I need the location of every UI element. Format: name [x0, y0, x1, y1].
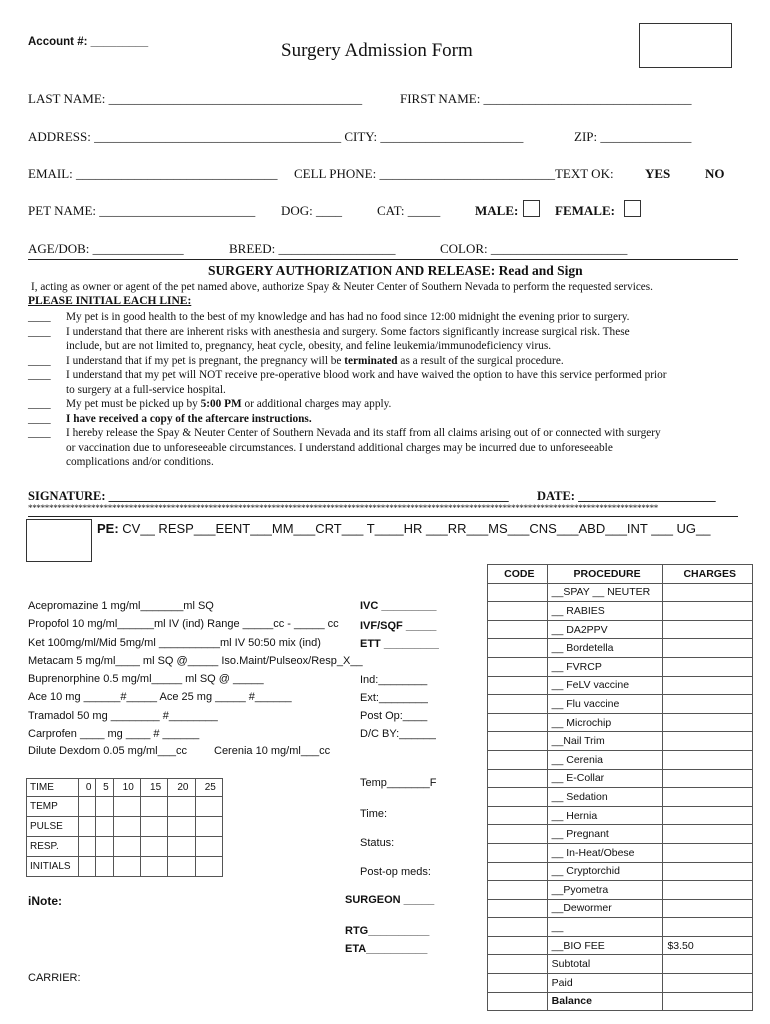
charges-row [488, 788, 753, 807]
authorization-line [66, 397, 748, 412]
code-cell[interactable] [488, 769, 548, 788]
vitals-cell[interactable] [168, 857, 195, 877]
vitals-cell[interactable] [113, 817, 140, 837]
text-ok-yes[interactable]: YES [645, 166, 671, 181]
procedure-cell[interactable]: __BIO FEE [547, 936, 663, 955]
vitals-row-label: TEMP [27, 797, 79, 817]
charge-cell[interactable] [663, 769, 753, 788]
charges-row [488, 602, 753, 621]
cell-phone-field[interactable]: CELL PHONE: ___________________________TEXT OK: [294, 166, 614, 181]
surgeon-field[interactable]: SURGEON _____ [345, 894, 435, 906]
charge-cell[interactable] [663, 825, 753, 844]
dc-by-field[interactable]: D/C BY:______ [360, 728, 436, 740]
vitals-row [27, 817, 223, 837]
authorization-item-text [66, 412, 748, 427]
vitals-cell[interactable] [140, 837, 167, 857]
charge-cell[interactable] [663, 806, 753, 825]
line-text: My pet must be picked up by [66, 398, 201, 410]
authorization-item [28, 368, 748, 397]
vitals-header-cell: 20 [168, 779, 195, 797]
authorization-item-text [66, 354, 748, 369]
cerenia-line[interactable]: Cerenia 10 mg/ml___cc [214, 745, 331, 757]
pe-fields: CV__ RESP___EENT___MM___CRT___ T____HR ___RR___MS___CNS___ABD___INT ___ UG__ [122, 521, 711, 536]
charges-row [488, 713, 753, 732]
procedure-cell[interactable]: __Nail Trim [547, 732, 663, 751]
authorization-line: I understand that my pet will NOT receive pre-operative blood work and have waived the option to have this service performed prior [66, 369, 667, 381]
status-field[interactable]: Status: [360, 837, 395, 849]
charges-row [488, 843, 753, 862]
vitals-cell[interactable] [79, 817, 96, 837]
vitals-row-label: RESP. [27, 837, 79, 857]
code-cell[interactable] [488, 936, 548, 955]
drug-line[interactable]: Ket 100mg/ml/Mid 5mg/ml __________ml IV 50:50 mix (ind) [28, 637, 321, 649]
charges-row [488, 936, 753, 955]
charge-cell[interactable] [663, 676, 753, 695]
code-cell[interactable] [488, 713, 548, 732]
vitals-cell[interactable] [195, 837, 222, 857]
breed-field[interactable]: BREED: __________________ [229, 241, 396, 256]
authorization-item-text [66, 426, 748, 470]
code-cell[interactable] [488, 899, 548, 918]
authorization-item [28, 310, 748, 325]
procedure-cell[interactable]: __ DA2PPV [547, 620, 663, 639]
charges-header-cell: CHARGES [663, 565, 753, 584]
authorization-item-text [66, 325, 748, 354]
authorization-item-text [66, 397, 748, 412]
authorization-line [66, 354, 748, 369]
vitals-header-cell: 15 [140, 779, 167, 797]
authorization-line: complications and/or conditions. [66, 456, 214, 468]
separator-line [28, 516, 738, 517]
initial-blank[interactable]: ____ [28, 398, 51, 410]
procedure-cell[interactable]: __ Microchip [547, 713, 663, 732]
zip-field[interactable]: ZIP: ______________ [574, 129, 692, 144]
charges-table [487, 564, 753, 1011]
cat-field[interactable]: CAT: _____ [377, 203, 441, 218]
vitals-row [27, 837, 223, 857]
vitals-cell[interactable] [79, 797, 96, 817]
charges-header-cell: CODE [488, 565, 548, 584]
vitals-row-label: INITIALS [27, 857, 79, 877]
procedure-cell[interactable]: __ FeLV vaccine [547, 676, 663, 695]
procedure-cell[interactable]: __ In-Heat/Obese [547, 843, 663, 862]
temp-field[interactable]: Temp_______F [360, 777, 437, 789]
procedure-cell[interactable]: __ Hernia [547, 806, 663, 825]
drug-line[interactable]: Carprofen ____ mg ____ # ______ [28, 728, 200, 740]
vitals-cell[interactable] [195, 817, 222, 837]
form-title: Surgery Admission Form [281, 40, 473, 61]
code-cell[interactable] [488, 881, 548, 900]
procedure-cell[interactable]: __ E-Collar [547, 769, 663, 788]
authorization-intro: I, acting as owner or agent of the pet named above, authorize Spay & Neuter Center of Southern Nevada to perform the requested services. [31, 281, 653, 293]
code-cell[interactable] [488, 732, 548, 751]
line-emphasis: 5:00 PM [200, 398, 242, 410]
male-checkbox[interactable] [523, 200, 540, 217]
ett-field[interactable]: ETT _________ [360, 638, 439, 650]
vitals-header-cell: 5 [96, 779, 113, 797]
charge-cell[interactable] [663, 788, 753, 807]
male-label: MALE: [475, 203, 519, 218]
procedure-cell[interactable]: __ Cerenia [547, 750, 663, 769]
code-cell[interactable] [488, 657, 548, 676]
charges-row [488, 657, 753, 676]
initial-blank[interactable]: ____ [28, 354, 51, 367]
charges-header-cell: PROCEDURE [547, 565, 663, 584]
procedure-cell[interactable]: Balance [547, 992, 663, 1011]
charges-row [488, 695, 753, 714]
vitals-row [27, 797, 223, 817]
ind-field[interactable]: Ind:________ [360, 674, 428, 686]
exam-box [26, 519, 92, 562]
vitals-cell[interactable] [168, 797, 195, 817]
authorization-item [28, 426, 748, 470]
authorization-line: I understand that there are inherent risks with anesthesia and surgery. Some factors significantly increase surgical risk. These [66, 325, 630, 338]
vitals-row [27, 857, 223, 877]
charge-cell[interactable] [663, 639, 753, 658]
code-cell[interactable] [488, 620, 548, 639]
initial-blank[interactable]: ____ [28, 325, 51, 338]
authorization-line: or vaccination due to unforeseeable circumstances. I understand additional charges may be incurred due to unforeseeable [66, 441, 613, 454]
charge-cell[interactable] [663, 657, 753, 676]
procedure-cell[interactable]: __ Pregnant [547, 825, 663, 844]
rtg-field[interactable]: RTG__________ [345, 925, 430, 937]
time-field[interactable]: Time: [360, 808, 388, 820]
female-checkbox[interactable] [624, 200, 641, 217]
first-name-field[interactable]: FIRST NAME: ________________________________ [400, 91, 692, 106]
color-field[interactable]: COLOR: _____________________ [440, 241, 628, 256]
address-city-field[interactable]: ADDRESS: ______________________________________ CITY: ______________________ [28, 129, 524, 144]
initial-blank[interactable]: ____ [28, 369, 51, 381]
ext-field[interactable]: Ext:________ [360, 692, 428, 704]
charge-cell[interactable] [663, 750, 753, 769]
code-cell[interactable] [488, 750, 548, 769]
date-field[interactable]: DATE: ______________________ [537, 489, 716, 503]
authorization-heading: SURGERY AUTHORIZATION AND RELEASE: Read and Sign [208, 263, 583, 278]
code-cell[interactable] [488, 843, 548, 862]
charges-row [488, 881, 753, 900]
authorization-line: include, but are not limited to, pregnancy, heat cycle, obesity, and feline leukemia/immunodeficiency virus. [66, 340, 552, 352]
drug-line[interactable]: Ace 10 mg ______#_____ Ace 25 mg _____ #______ [28, 691, 292, 703]
email-field[interactable]: EMAIL: _______________________________ [28, 166, 278, 181]
vitals-header-cell: 25 [195, 779, 222, 797]
dog-field[interactable]: DOG: ____ [281, 203, 343, 218]
dexdom-line[interactable]: Dilute Dexdom 0.05 mg/ml___cc [28, 745, 187, 757]
vitals-header-cell: 10 [113, 779, 140, 797]
vitals-cell[interactable] [96, 837, 113, 857]
charge-cell[interactable] [663, 899, 753, 918]
procedure-cell[interactable]: __ Sedation [547, 788, 663, 807]
authorization-item [28, 412, 748, 427]
procedure-cell[interactable]: __ Cryptorchid [547, 862, 663, 881]
charges-row [488, 583, 753, 602]
pet-name-field[interactable]: PET NAME: ________________________ [28, 203, 256, 218]
vitals-cell[interactable] [79, 857, 96, 877]
vitals-cell[interactable] [113, 837, 140, 857]
post-op-meds-field[interactable]: Post-op meds: [360, 866, 431, 878]
charge-cell[interactable] [663, 881, 753, 900]
pe-label: PE: [97, 521, 119, 536]
charge-cell[interactable] [663, 955, 753, 974]
charges-row [488, 806, 753, 825]
authorization-line: My pet is in good health to the best of my knowledge and has had no food since 12:00 midnight the evening prior to surgery. [66, 311, 630, 323]
drug-line[interactable]: Tramadol 50 mg ________ #________ [28, 710, 218, 722]
vitals-header-cell: 0 [79, 779, 96, 797]
vitals-cell[interactable] [195, 857, 222, 877]
procedure-cell[interactable]: __SPAY __ NEUTER [547, 583, 663, 602]
code-cell[interactable] [488, 955, 548, 974]
vitals-header-row [27, 779, 223, 797]
code-cell[interactable] [488, 806, 548, 825]
vitals-cell[interactable] [168, 817, 195, 837]
authorization-item-text [66, 310, 748, 325]
line-emphasis: terminated [344, 354, 398, 367]
authorization-item-text [66, 368, 748, 397]
signature-field[interactable]: SIGNATURE: ________________________________________________________________ [28, 489, 509, 503]
charge-cell[interactable] [663, 620, 753, 639]
authorization-line: to surgery at a full-service hospital. [66, 383, 226, 396]
initial-blank[interactable]: ____ [28, 412, 51, 425]
charge-cell[interactable]: $3.50 [663, 936, 753, 955]
charge-cell[interactable] [663, 992, 753, 1011]
charges-row [488, 992, 753, 1011]
charges-row [488, 918, 753, 937]
eta-field[interactable]: ETA__________ [345, 943, 428, 955]
vitals-cell[interactable] [140, 797, 167, 817]
charges-header-row [488, 565, 753, 584]
code-cell[interactable] [488, 602, 548, 621]
authorization-line: I have received a copy of the aftercare instructions. [66, 412, 312, 425]
charge-cell[interactable] [663, 713, 753, 732]
code-cell[interactable] [488, 788, 548, 807]
vitals-cell[interactable] [140, 817, 167, 837]
vitals-cell[interactable] [140, 857, 167, 877]
procedure-cell[interactable]: __ RABIES [547, 602, 663, 621]
line-text: I understand that if my pet is pregnant, the pregnancy will be [66, 354, 345, 367]
section-divider [28, 259, 738, 260]
procedure-cell[interactable]: Subtotal [547, 955, 663, 974]
charges-row [488, 955, 753, 974]
initial-blank[interactable]: ____ [28, 311, 51, 323]
physical-exam-line[interactable] [97, 521, 711, 536]
charges-row [488, 732, 753, 751]
drug-line[interactable]: Buprenorphine 0.5 mg/ml_____ ml SQ @ _____ [28, 673, 264, 685]
code-cell[interactable] [488, 992, 548, 1011]
vitals-cell[interactable] [96, 797, 113, 817]
code-cell[interactable] [488, 695, 548, 714]
line-text: as a result of the surgical procedure. [397, 354, 564, 367]
procedure-cell[interactable]: __ [547, 918, 663, 937]
ivf-sqf-field[interactable]: IVF/SQF _____ [360, 620, 437, 632]
vitals-cell[interactable] [113, 857, 140, 877]
authorization-items [28, 310, 748, 470]
charges-row [488, 974, 753, 993]
female-label: FEMALE: [555, 203, 615, 218]
vitals-cell[interactable] [79, 837, 96, 857]
charges-row [488, 676, 753, 695]
vitals-cell[interactable] [195, 797, 222, 817]
authorization-line: I hereby release the Spay & Neuter Center of Southern Nevada and its staff from all claims arising out of or connected with surgery [66, 427, 661, 439]
account-number-field[interactable]: Account #: _________ [28, 36, 149, 48]
code-cell[interactable] [488, 639, 548, 658]
line-text: or additional charges may apply. [241, 398, 392, 410]
text-ok-no[interactable]: NO [705, 166, 725, 181]
charges-row [488, 862, 753, 881]
charges-row [488, 639, 753, 658]
charge-cell[interactable] [663, 862, 753, 881]
vitals-row-label: PULSE [27, 817, 79, 837]
charge-cell[interactable] [663, 695, 753, 714]
vitals-table [26, 778, 223, 877]
charges-row [488, 769, 753, 788]
vitals-cell[interactable] [96, 817, 113, 837]
ivc-field[interactable]: IVC _________ [360, 600, 437, 612]
age-dob-field[interactable]: AGE/DOB: ______________ [28, 241, 184, 256]
charge-cell[interactable] [663, 918, 753, 937]
procedure-cell[interactable]: __ FVRCP [547, 657, 663, 676]
charge-cell[interactable] [663, 843, 753, 862]
initial-blank[interactable]: ____ [28, 427, 51, 439]
charges-row [488, 825, 753, 844]
code-cell[interactable] [488, 974, 548, 993]
charges-row [488, 620, 753, 639]
procedure-cell[interactable]: __Pyometra [547, 881, 663, 900]
procedure-cell[interactable]: __Dewormer [547, 899, 663, 918]
code-cell[interactable] [488, 918, 548, 937]
vitals-cell[interactable] [113, 797, 140, 817]
initial-each-line-label: PLEASE INITIAL EACH LINE: [28, 295, 192, 307]
drug-line[interactable]: Propofol 10 mg/ml______ml IV (ind) Range _____cc - _____ cc [28, 618, 339, 630]
charge-cell[interactable] [663, 974, 753, 993]
inote-label: iNote: [28, 894, 62, 908]
last-name-field[interactable]: LAST NAME: _______________________________________ [28, 91, 363, 106]
authorization-item [28, 354, 748, 369]
code-cell[interactable] [488, 583, 548, 602]
charges-row [488, 750, 753, 769]
charge-cell[interactable] [663, 732, 753, 751]
vitals-cell[interactable] [96, 857, 113, 877]
procedure-cell[interactable]: __ Flu vaccine [547, 695, 663, 714]
office-use-box [639, 23, 732, 68]
procedure-cell[interactable]: Paid [547, 974, 663, 993]
vitals-cell[interactable] [168, 837, 195, 857]
carrier-label: CARRIER: [28, 972, 81, 984]
vitals-header-cell: TIME [27, 779, 79, 797]
authorization-item [28, 397, 748, 412]
procedure-cell[interactable]: __ Bordetella [547, 639, 663, 658]
drug-line[interactable]: Acepromazine 1 mg/ml_______ml SQ [28, 600, 214, 612]
post-op-field[interactable]: Post Op:____ [360, 710, 428, 722]
charge-cell[interactable] [663, 602, 753, 621]
charges-row [488, 899, 753, 918]
charge-cell[interactable] [663, 583, 753, 602]
authorization-item [28, 325, 748, 354]
separator-stars: ****************************************************************************************************************************************************** [28, 503, 659, 513]
code-cell[interactable] [488, 676, 548, 695]
code-cell[interactable] [488, 825, 548, 844]
drug-line[interactable]: Metacam 5 mg/ml____ ml SQ @_____ Iso.Maint/Pulseox/Resp_X__ [28, 655, 363, 667]
code-cell[interactable] [488, 862, 548, 881]
